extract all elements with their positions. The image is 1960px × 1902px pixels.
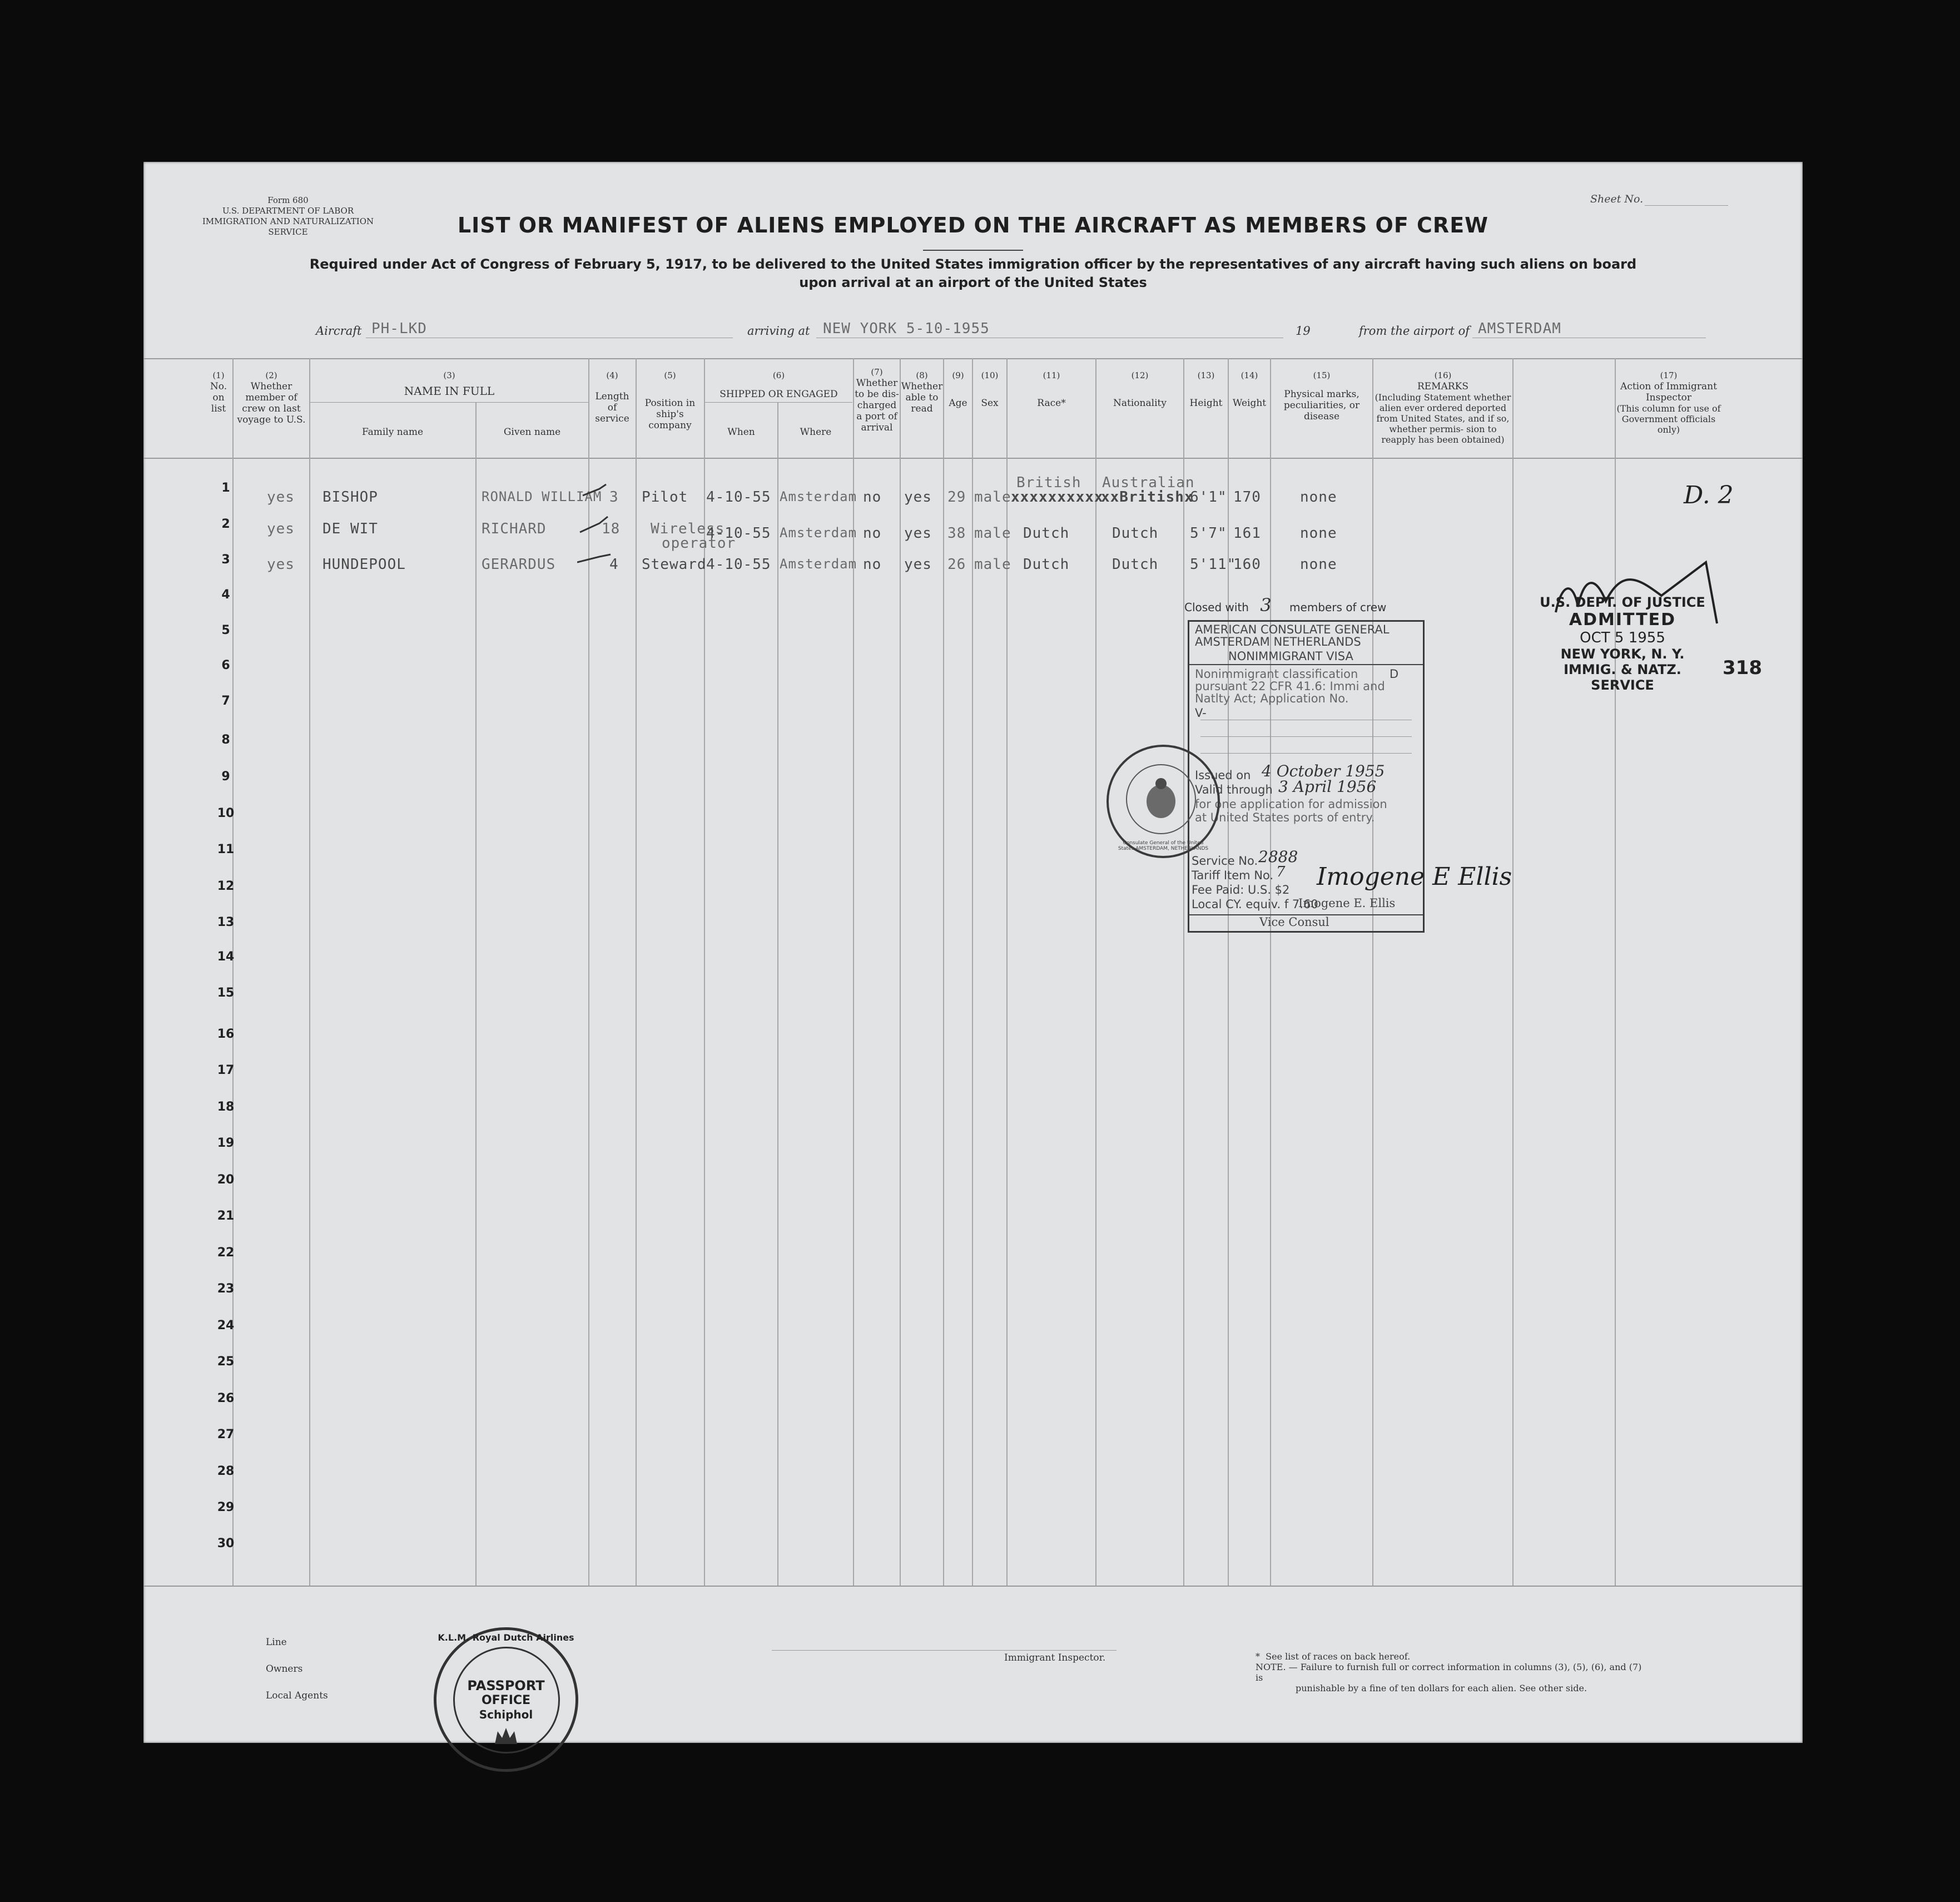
row-number: 5 [221,623,230,637]
klm-center-line: PASSPORT [467,1678,545,1693]
race-cell: British [1016,474,1081,491]
row-number: 19 [217,1136,235,1150]
stamp-line: D [1390,667,1399,681]
weight-cell: 161 [1233,525,1261,542]
col-17-number: (17) [1660,370,1678,380]
races-note-text: See list of races on back hereof. [1266,1651,1411,1662]
column-divider [1372,358,1373,1586]
row-number: 29 [217,1500,235,1514]
marks-cell: none [1300,525,1337,542]
col-9-label: Age [949,398,967,409]
admitted-date: OCT 5 1955 [1580,630,1665,646]
stamp-line: Natlty Act; Application No. [1195,692,1349,705]
row-number: 9 [221,770,230,784]
height-cell: 6'1" [1190,489,1227,506]
officer-title: Vice Consul [1259,915,1329,929]
height-cell: 5'11" [1190,556,1237,573]
col-11-number: (11) [1043,370,1060,380]
col-16-label: REMARKS [1417,381,1469,392]
discharged-cell: no [863,525,882,542]
when-cell: 4-10-55 [706,556,771,573]
stamp-line: at United States ports of entry. [1195,811,1375,824]
column-divider [972,358,973,1586]
row-number: 11 [217,843,235,856]
col-5-number: (5) [664,370,676,380]
col-5-header [637,370,703,431]
footer-note [1256,1651,1645,1693]
row-number: 16 [217,1027,235,1041]
stamp-rule [1200,736,1412,737]
row-number: 30 [217,1537,235,1551]
admitted-line: U.S. DEPT. OF JUSTICE [1540,595,1705,610]
column-divider [853,358,854,1586]
discharged-cell: no [863,489,882,506]
col-1-number: (1) [212,370,225,380]
col-11-header [1008,370,1095,409]
given-name-cell: RONALD WILLIAM [482,489,602,504]
sex-cell: male [974,556,1011,573]
row-number: 28 [217,1464,235,1478]
row-number: 17 [217,1063,235,1077]
nationality-struck-cell: xxBritishx [1101,489,1194,506]
shipped-subheader-rule [705,402,852,403]
sex-cell: male [974,489,1011,506]
row-number: 1 [221,481,230,495]
table-header-rule [143,458,1803,459]
col-8-header [901,370,943,414]
last-voyage-cell: yes [267,521,295,537]
note-asterisk: * [1256,1651,1260,1662]
consul-signature: Imogene E Ellis [1317,863,1512,891]
col-15-label: Physical marks, peculiarities, or disease [1283,389,1360,422]
stamp-line: NONIMMIGRANT VISA [1228,650,1353,663]
department-name: U.S. DEPARTMENT OF LABOR [222,206,354,216]
last-voyage-cell: yes [267,556,295,573]
read-cell: yes [904,556,932,573]
sheet-number-label: Sheet No. [1590,193,1644,205]
where-cell: Amsterdam [780,556,857,572]
col-17-note: (This column for use of Government officials only) [1616,403,1721,435]
races-note [1256,1651,1645,1662]
from-airport-label: from the airport of [1359,324,1470,338]
form-number: Form 680 [267,195,309,205]
col-3-given-header: Given name [503,427,561,438]
given-name-cell: RICHARD [482,521,547,537]
family-name-cell: BISHOP [322,489,378,506]
col-7-label: Whether to be dis- charged a port of arrival [855,378,899,433]
col-11-label: Race* [1037,398,1066,409]
manifest-sheet [143,162,1803,1743]
height-cell: 5'7" [1190,525,1227,542]
col-10-label: Sex [981,398,999,409]
marks-cell: none [1300,556,1337,573]
column-divider [1006,358,1008,1586]
closed-suffix: members of crew [1289,601,1387,614]
service-label: Service No. [1192,854,1258,868]
col-9-header [944,370,972,409]
inspector-annotation: D. 2 [1684,481,1734,509]
klm-ring-text: K.L.M. Royal Dutch Airlines [438,1632,574,1643]
position-cell: Wireless [651,521,725,537]
col-2-label: Whether member of crew on last voyage to U.S. [237,381,306,425]
col-8-number: (8) [916,370,928,380]
title-rule [923,250,1023,251]
page-title: LIST OR MANIFEST OF ALIENS EMPLOYED ON THE AIRCRAFT AS MEMBERS OF CREW [457,213,1489,237]
stamp-line: V- [1195,706,1207,720]
col-10-header [973,370,1006,409]
col-2-header [236,370,307,425]
col-6-where-header: Where [800,427,832,438]
row-number: 27 [217,1428,235,1442]
consulate-seal [1106,745,1220,858]
page-subtitle [288,255,1658,292]
admitted-line: NEW YORK, N. Y. [1560,646,1685,662]
year-label: 19 [1296,324,1311,338]
valid-label: Valid through [1195,783,1273,796]
col-4-label: Length of service [595,391,629,424]
row-number: 18 [217,1100,235,1114]
penalty-note-2: punishable by a fine of ten dollars for each alien. See other side. [1296,1683,1587,1693]
nationality-cell: Dutch [1112,556,1159,573]
col-7-number: (7) [871,367,883,377]
aircraft-label: Aircraft [316,324,362,338]
column-divider [309,358,310,1586]
check-marks [577,479,644,573]
row-number: 25 [217,1355,235,1369]
sheet-number-line [1645,205,1728,206]
row-number: 21 [217,1209,235,1223]
closed-count: 3 [1260,595,1272,616]
from-airport-value: AMSTERDAM [1478,320,1561,337]
row-number: 20 [217,1173,235,1187]
col-16-note: (Including Statement whether alien ever ordered deported from United States, and if so, whether permis- sion to reapply has been obtained) [1375,392,1511,445]
length-cell: 4 [609,556,619,573]
footer-signature-line [772,1650,1117,1651]
age-cell: 38 [947,525,966,542]
where-cell: Amsterdam [780,489,857,504]
closed-prefix: Closed with [1184,601,1249,614]
penalty-note: NOTE. — Failure to furnish full or correct information in columns (3), (5), (6), and (7) is [1256,1662,1642,1683]
read-cell: yes [904,525,932,542]
arriving-label: arriving at [747,324,810,338]
footer-local-agents-label: Local Agents [266,1690,328,1701]
col-2-number: (2) [265,370,277,380]
row-number: 24 [217,1319,235,1333]
consulate-seal-emblem [1106,745,1215,854]
col-3-family-header: Family name [361,427,424,438]
tariff-value: 7 [1276,864,1286,880]
col-8-label: Whether able to read [901,381,943,414]
col-15-header [1271,370,1372,422]
local-equiv-label: Local CY. equiv. f 7.60 [1192,898,1318,911]
fee-label: Fee Paid: U.S. $2 [1192,883,1290,896]
race-cell: Dutch [1023,525,1070,542]
footer-line-label: Line [266,1637,287,1648]
stamp-line: AMERICAN CONSULATE GENERAL [1195,623,1390,636]
service-name: IMMIGRATION AND NATURALIZATION SERVICE [202,216,374,237]
row-number: 4 [221,588,230,602]
when-cell: 4-10-55 [706,489,771,506]
column-divider [1615,358,1616,1586]
footer-owners-label: Owners [266,1663,303,1675]
col-16-number: (16) [1434,370,1452,380]
position-cell: Pilot [642,489,688,506]
col-1-label: No. on list [210,381,227,414]
row-number: 10 [217,806,235,820]
col-3-label: NAME IN FULL [404,384,495,398]
admitted-line: IMMIG. & NATZ. SERVICE [1564,662,1681,693]
klm-center-line: OFFICE [481,1693,531,1707]
subtitle-line-2: upon arrival at an airport of the United States [799,275,1147,290]
col-12-label: Nationality [1113,398,1167,409]
immigrant-inspector-label: Immigrant Inspector. [1004,1652,1106,1663]
admitted-number: 318 [1723,657,1762,679]
sex-cell: male [974,525,1011,542]
col-7-header [854,366,900,433]
column-divider [475,403,477,1586]
col-5-label: Position in ship's company [644,398,696,431]
col-6-when-header: When [727,427,755,438]
row-number: 2 [221,517,230,531]
column-divider [943,358,944,1586]
klm-passport-stamp [434,1627,578,1772]
age-cell: 26 [947,556,966,573]
position-cell: Steward [642,556,707,573]
name-subheader-rule [310,402,588,403]
row-number: 12 [217,879,235,893]
col-15-number: (15) [1313,370,1331,380]
col-17-label: Action of Immigrant Inspector [1620,381,1717,403]
column-divider [1512,358,1514,1586]
weight-cell: 170 [1233,489,1261,506]
klm-crown-icon [492,1725,520,1747]
col-14-label: Weight [1232,398,1267,409]
col-14-number: (14) [1240,370,1258,380]
column-divider [1270,358,1271,1586]
row-number: 6 [221,658,230,672]
row-number: 23 [217,1282,235,1296]
issued-label: Issued on [1195,769,1251,782]
stamp-line: AMSTERDAM NETHERLANDS [1195,635,1361,648]
family-name-cell: DE WIT [322,521,378,537]
aircraft-value: PH-LKD [371,320,427,337]
issued-value: 4 October 1955 [1262,762,1385,780]
col-3-number: (3) [443,370,455,380]
col-14-header [1229,370,1270,409]
position-cell-line-2: operator [662,535,736,552]
col-6-number: (6) [772,370,785,380]
col-6-header [705,370,852,400]
nationality-cell: Australian [1102,474,1195,491]
officer-name: Imogene E. Ellis [1298,896,1396,910]
last-voyage-cell: yes [267,489,295,506]
column-divider [777,403,778,1586]
closed-note [1184,595,1386,616]
stamp-line: pursuant 22 CFR 41.6: Immi and [1195,680,1385,693]
family-name-cell: HUNDEPOOL [322,556,406,573]
column-divider [1183,358,1184,1586]
valid-value: 3 April 1956 [1278,777,1377,796]
consulate-seal-text: Consulate General of the United States AMSTERDAM, NETHERLANDS [1118,840,1209,851]
arriving-value: NEW YORK 5-10-1955 [823,320,990,337]
length-cell: 3 [609,489,619,506]
column-divider [900,358,901,1586]
discharged-cell: no [863,556,882,573]
row-number: 13 [217,915,235,929]
col-9-number: (9) [952,370,964,380]
column-divider [1095,358,1096,1586]
row-number: 22 [217,1246,235,1260]
weight-cell: 160 [1233,556,1261,573]
nationality-cell: Dutch [1112,525,1159,542]
marks-cell: none [1300,489,1337,506]
klm-center-line: Schiphol [479,1708,533,1721]
col-12-number: (12) [1131,370,1149,380]
col-3-header [310,370,588,397]
col-13-label: Height [1189,398,1223,409]
inspector-signature [1550,546,1728,629]
subtitle-line-1: Required under Act of Congress of February 5, 1917, to be delivered to the United States immigration officer by the representatives of any aircraft having such aliens on board [309,256,1637,272]
read-cell: yes [904,489,932,506]
stamp-rule [1189,664,1423,665]
col-13-number: (13) [1197,370,1215,380]
col-4-header [589,370,635,424]
col-4-number: (4) [606,370,618,380]
col-12-header [1096,370,1183,409]
row-number: 26 [217,1391,235,1405]
tariff-label: Tariff Item No. [1192,869,1274,882]
when-cell: 4-10-55 [706,525,771,542]
col-6-label: SHIPPED OR ENGAGED [720,389,838,400]
where-cell: Amsterdam [780,525,857,541]
table-bottom-rule [143,1586,1803,1587]
stamp-line: Nonimmigrant classification [1195,667,1358,681]
stamp-line: for one application for admission [1195,798,1387,811]
length-cell: 18 [602,521,621,537]
service-value: 2888 [1258,848,1298,866]
age-cell: 29 [947,489,966,506]
col-1-header [205,370,232,414]
row-number: 15 [217,986,235,1000]
table-top-rule [143,358,1803,359]
col-13-header [1184,370,1228,409]
row-number: 3 [221,553,230,567]
given-name-cell: GERARDUS [482,556,556,573]
race-cell: Dutch [1023,556,1070,573]
row-number: 7 [221,694,230,708]
col-17-header [1616,370,1721,435]
column-divider [1228,358,1229,1586]
col-16-header [1373,370,1512,445]
row-number: 14 [217,950,235,964]
stamp-rule [1200,753,1412,754]
admitted-line: ADMITTED [1569,610,1676,630]
col-10-number: (10) [981,370,999,380]
row-number: 8 [221,733,230,747]
race-struck-cell: xxxxxxxxxx [1011,489,1104,506]
